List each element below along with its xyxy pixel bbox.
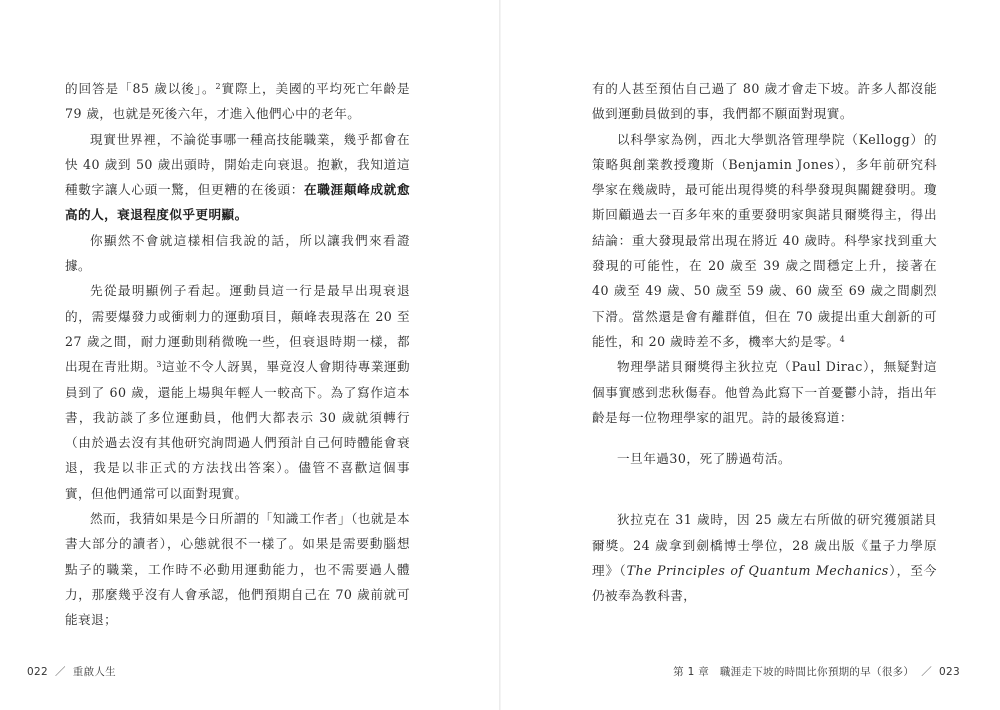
left-paragraph-3: 你顯然不會就這樣相信我說的話，所以讓我們來看證據。 <box>65 232 410 274</box>
text-run: 現實世界裡，不論從事哪一種高技能職業，幾乎都會在快 40 歲到 50 歲出頭時，開始走向衰退。抱歉，我知道這種數字讓人心頭一驚，但更糟的在後頭： <box>65 131 410 198</box>
text-run: ），至今仍被奉為教科書， <box>592 563 937 604</box>
left-body-text <box>65 76 410 633</box>
right-paragraph-3: 物理學諾貝爾獎得主狄拉克（Paul Dirac），無疑對這個事實感到悲秋傷春。他曾為此寫下一首憂鬱小詩，指出年齡是每一位物理學家的詛咒。詩的最後寫道： <box>592 359 937 425</box>
footnote-ref: 2 <box>215 82 222 91</box>
footnote-ref: 3 <box>156 360 162 370</box>
poem-quote: 一旦年過30，死了勝過苟活。 <box>617 451 792 467</box>
page-number: 022 <box>27 666 48 678</box>
left-paragraph-1 <box>65 76 410 127</box>
right-paragraph-1: 有的人甚至預估自己過了 80 歲才會走下坡。許多人都沒能做到運動員做到的事，我們都不願面對現實。 <box>592 81 937 122</box>
footer-separator: ／ <box>921 666 933 678</box>
right-page <box>500 0 1000 710</box>
running-chapter-title: 第 1 章 職涯走下坡的時間比你預期的早（很多） <box>673 666 915 678</box>
spacer <box>592 493 937 507</box>
footnote-ref: 4 <box>839 334 846 344</box>
bold-emphasis: 在職涯顛峰成就愈高的人，衰退程度似乎更明顯。 <box>65 182 410 223</box>
text-run: 實際上，美國的平均死亡年齡是 79 歲，也就是死後六年，才進入他們心中的老年。 <box>65 81 410 122</box>
running-book-title: 重啟人生 <box>72 666 116 678</box>
left-paragraph-2 <box>65 127 410 228</box>
page-number: 023 <box>939 666 960 678</box>
right-body-text <box>592 76 937 609</box>
left-paragraph-5: 然而，我猜如果是今日所謂的「知識工作者」（也就是本書大部分的讀者），心態就很不一樣了。如果是需要動腦想點子的職業，工作時不必動用運動能力，也不需要過人體力，那麼幾乎沒有人會承認，他們預期自己在 70 歲前就可能衰退； <box>65 511 410 628</box>
left-page-footer <box>27 664 116 679</box>
right-paragraph-2 <box>592 127 937 355</box>
text-run: 的回答是「85 歲以後」。 <box>65 81 216 96</box>
text-run: 狄拉克在 31 歲時，因 25 歲左右所做的研究獲頒諾貝爾獎。24 歲拿到劍橋博士學位，28 歲出版《量子力學原理》（ <box>592 512 937 579</box>
footer-separator: ／ <box>54 666 66 678</box>
right-page-footer <box>673 664 960 679</box>
text-run: 這並不令人訝異，畢竟沒人會期待專業運動員到了 60 歲，還能上場與年輕人一較高下。為了寫作這本書，我訪談了多位運動員，他們大都表示 30 歲就須轉行（由於過去沒有其他研究詢問過人們預計自己何時體能會衰退，我是以非正式的方法找出答案）。儘管不喜歡這個事實，但他們通常可以面對現實。 <box>65 359 410 501</box>
left-paragraph-4 <box>65 278 410 506</box>
right-paragraph-4 <box>592 507 937 608</box>
text-run: 先從最明顯例子看起。運動員這一行是最早出現衰退的，需要爆發力或衝刺力的運動項目，顛峰表現落在 20 至 27 歲之間，耐力運動則稍微晚一些，但衰退時期一樣，都出現在青壯期。 <box>65 283 410 375</box>
book-title-italic: The Principles of Quantum Mechanics <box>626 563 889 579</box>
text-run: 以科學家為例，西北大學凱洛管理學院（Kellogg）的策略與創業教授瓊斯（Benjamin Jones），多年前研究科學家在幾歲時，最可能出現得獎的科學發現與關鍵發明。瓊斯回顧過去一百多年來的重要發明家與諾貝爾獎得主，得出結論：重大發現最常出現在將近 40 歲時。科學家找到重大發現的可能性，在 20 歲至 39 歲之間穩定上升，接著在 40 歲至 49 歲、50 歲至 59 歲、60 歲至 69 歲之間劇烈下滑。當然還是會有離群值，但在 70 歲提出重大創新的可能性，和 20 歲時差不多，機率大約是零。 <box>592 131 937 349</box>
